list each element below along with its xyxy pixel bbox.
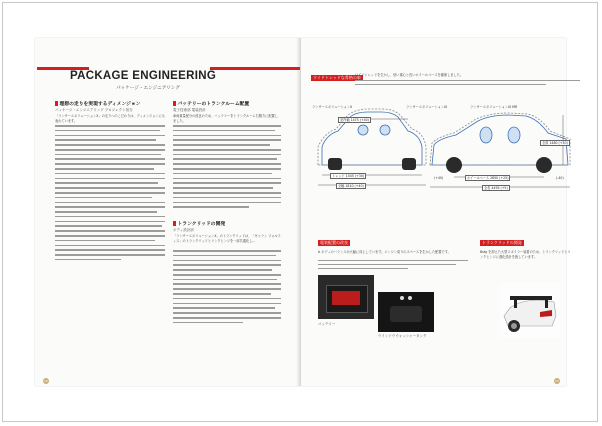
dimension-overall-height: 全高 1480 (+30) [542,141,568,145]
body-text-block-battery [173,125,281,211]
body-text-block-dimension [55,125,165,264]
diagram-intro-text: ワイドトレッドを生かし、低い重心と長いホイールベースを確保しました。 [355,73,464,77]
dimension-wheelbase: ホイールベース 2650 (+25) [467,176,509,180]
dimension-front-overhang: (+40) [434,176,444,180]
body-text-block-trunk [173,250,281,327]
diagram-intro-lines [355,80,580,88]
battery-photo-caption: バッテリー [318,322,336,326]
trunk-section-tag: トランクリッドの開発 [482,240,522,245]
battery-body-lines [318,260,468,272]
section-caption-dimension: パッケージ・エンジニアリング プロジェクト担当 [55,108,133,112]
section-caption-trunk: ボディ設計部 [173,228,194,232]
page-number-left: 12 [44,379,48,383]
section-heading-dimension: 理想の走りを実現するディメンジョン [55,100,140,107]
washer-tank-caption: ウインドウウォッシャータンク [378,334,427,338]
label-evo-x: ランサーエボリューションX [312,105,353,109]
dimension-diagram [308,95,573,195]
page-subtitle: パッケージ・エンジニアリング [116,86,180,91]
diagram-section-tag: ワイドトレッドな骨格の車 [313,75,361,80]
car-front-view [318,109,426,170]
section-heading-battery: バッテリーのトランクルーム配置 [173,100,249,107]
page-number-right: 13 [555,379,559,383]
battery-photo [318,275,374,319]
label-evo-ix: ランサーエボリューションIX [406,105,448,109]
trunk-section-text: Bstg を抑えた大型スポイラー装着のため、トランクリッドとリンクヒンジに強化設計を施しています。 [480,250,571,259]
label-evo-ix-mr: ランサーエボリューションIX MR [470,105,518,109]
dimension-overall-width: 全幅 1810 (+40) [338,184,364,188]
section-lead-battery: 車両重量配分の改良のため、バッテリーをトランクルーム右側方に配置しました。 [173,114,278,123]
washer-tank-photo [378,292,434,332]
battery-section-tag: 電装配置の改良 [320,240,348,245]
dimension-tread: トレッド 1545 (+30) [332,174,365,178]
section-heading-trunk: トランクリッドの開発 [173,220,225,227]
title-accent-bar-right [210,67,300,70]
dimension-rear-overhang: (-40) [556,176,564,180]
section-lead-dimension: 「ランサーエボリューションX」の走りへのこだわりは、ディメンジョンにも表れています。 [55,114,165,123]
dimension-overall-length: 全長 4495 (+5) [484,186,508,190]
section-caption-battery: 電子技術部 電装設計 [173,108,206,112]
dimension-room-width: 室内幅 1475 (+40) [340,118,369,122]
section-lead-trunk: 「ランサーエボリューションX」のトランクリッドは、「ギャラン フォルティス」のトランクリッドとリンクヒンジを一部共通化し... [173,234,281,243]
trunk-lid-photo [500,282,560,338]
battery-section-text: A ボディのバランスが大幅に向上しています。エンジン周りのスペースを生かした配置です。 [318,250,451,254]
page-title: PACKAGE ENGINEERING [70,70,217,82]
